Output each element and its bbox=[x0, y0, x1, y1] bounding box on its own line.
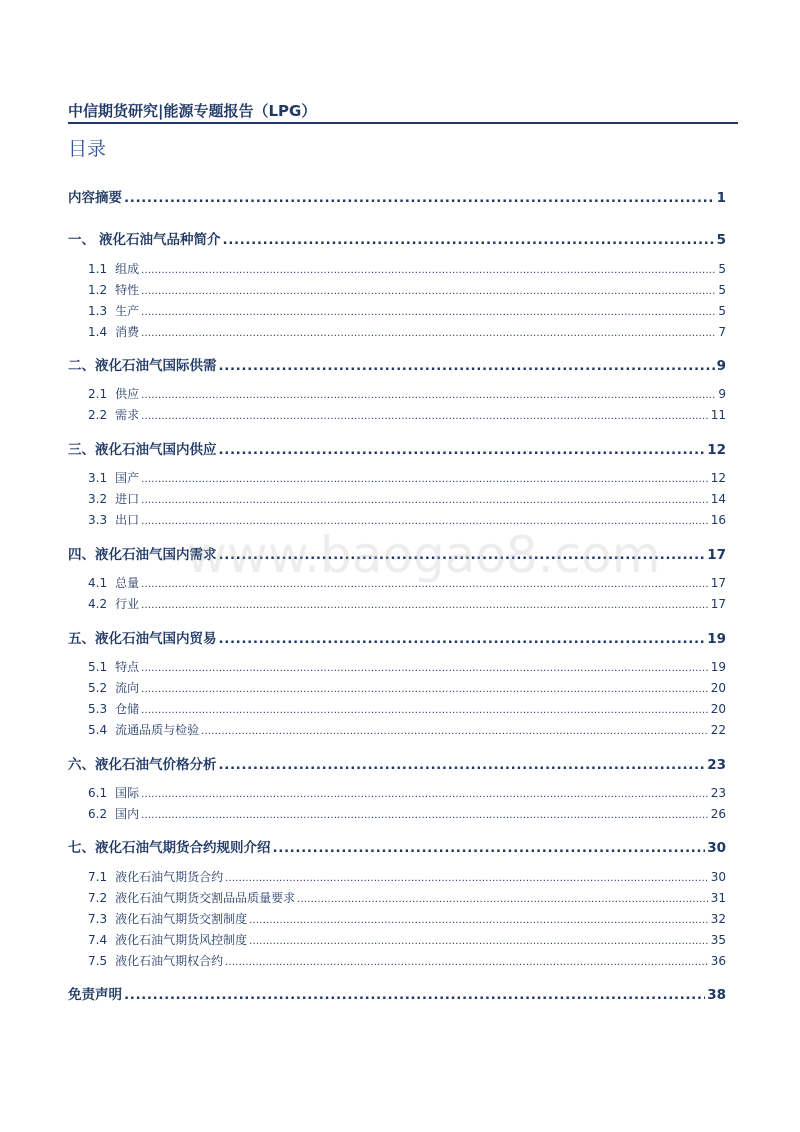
toc-entry-label: 国产 bbox=[115, 471, 140, 485]
toc-dot-leader bbox=[249, 933, 709, 947]
toc-subsection-entry[interactable] bbox=[88, 931, 726, 948]
toc-section-entry[interactable] bbox=[68, 543, 726, 563]
toc-page-number: 5 bbox=[718, 283, 726, 297]
toc-dot-leader bbox=[141, 660, 709, 674]
toc-entry-number: 4.2 bbox=[88, 597, 108, 611]
toc-dot-leader bbox=[273, 840, 706, 856]
toc-entry-label: 六、液化石油气价格分析 bbox=[68, 757, 217, 773]
toc-subsection-entry[interactable] bbox=[88, 700, 726, 717]
toc-entry-label: 四、液化石油气国内需求 bbox=[68, 547, 217, 563]
toc-page-number: 5 bbox=[718, 262, 726, 276]
toc-section-entry[interactable] bbox=[68, 228, 726, 248]
toc-entry-number: 7.2 bbox=[88, 891, 108, 905]
toc-page-number: 19 bbox=[710, 660, 726, 674]
toc-subsection-entry[interactable] bbox=[88, 721, 726, 738]
toc-dot-leader bbox=[141, 262, 716, 276]
toc-page-number: 5 bbox=[716, 232, 726, 248]
toc-entry-number: 5.4 bbox=[88, 723, 108, 737]
toc-subsection-entry[interactable] bbox=[88, 490, 726, 507]
toc-subsection-entry[interactable] bbox=[88, 469, 726, 486]
toc-entry-label: 液化石油气期权合约 bbox=[115, 954, 224, 968]
toc-entry-number: 5.2 bbox=[88, 681, 108, 695]
toc-page-number: 1 bbox=[716, 190, 726, 206]
toc-entry-label: 进口 bbox=[115, 492, 140, 506]
toc-page-number: 19 bbox=[707, 631, 726, 647]
toc-page-number: 23 bbox=[707, 757, 726, 773]
toc-subsection-entry[interactable] bbox=[88, 658, 726, 675]
report-title: 中信期货研究|能源专题报告（LPG） bbox=[68, 102, 317, 120]
toc-entry-number: 6.2 bbox=[88, 807, 108, 821]
toc-section-entry[interactable] bbox=[68, 753, 726, 773]
toc-subsection-entry[interactable] bbox=[88, 679, 726, 696]
toc-section-entry[interactable] bbox=[68, 354, 726, 374]
toc-entry-number: 7.3 bbox=[88, 912, 108, 926]
toc-page-number: 38 bbox=[707, 987, 726, 1003]
toc-section-entry[interactable] bbox=[68, 438, 726, 458]
toc-page-number: 20 bbox=[710, 702, 726, 716]
toc-page-number: 7 bbox=[718, 325, 726, 339]
toc-page-number: 26 bbox=[710, 807, 726, 821]
toc-page-number: 20 bbox=[710, 681, 726, 695]
toc-entry-number: 3.3 bbox=[88, 513, 108, 527]
toc-page-number: 35 bbox=[710, 933, 726, 947]
toc-entry-number: 1.1 bbox=[88, 262, 108, 276]
toc-page-number: 30 bbox=[707, 840, 726, 856]
toc-entry-number: 1.3 bbox=[88, 304, 108, 318]
toc-section-entry[interactable] bbox=[68, 627, 726, 647]
toc-dot-leader bbox=[141, 471, 709, 485]
toc-entry-number: 5.1 bbox=[88, 660, 108, 674]
toc-dot-leader bbox=[249, 912, 709, 926]
toc-entry-label: 七、液化石油气期货合约规则介绍 bbox=[68, 840, 271, 856]
toc-subsection-entry[interactable] bbox=[88, 595, 726, 612]
toc-subsection-entry[interactable] bbox=[88, 260, 726, 277]
toc-page-number: 23 bbox=[710, 786, 726, 800]
toc-dot-leader bbox=[225, 870, 709, 884]
toc-entry-label: 组成 bbox=[115, 262, 140, 276]
toc-subsection-entry[interactable] bbox=[88, 889, 726, 906]
report-header bbox=[68, 100, 738, 124]
toc-page-number: 31 bbox=[710, 891, 726, 905]
toc-page-number: 32 bbox=[710, 912, 726, 926]
toc-entry-label: 内容摘要 bbox=[68, 190, 122, 206]
toc-page-number: 11 bbox=[710, 408, 726, 422]
toc-entry-number: 4.1 bbox=[88, 576, 108, 590]
toc-entry-label: 出口 bbox=[115, 513, 140, 527]
toc-entry-label: 总量 bbox=[115, 576, 140, 590]
toc-dot-leader bbox=[141, 702, 709, 716]
toc-entry-label: 二、液化石油气国际供需 bbox=[68, 358, 217, 374]
toc-page-number: 36 bbox=[710, 954, 726, 968]
toc-dot-leader bbox=[201, 723, 709, 737]
toc-subsection-entry[interactable] bbox=[88, 281, 726, 298]
toc-dot-leader bbox=[141, 325, 716, 339]
toc-entry-label: 行业 bbox=[115, 597, 140, 611]
toc-subsection-entry[interactable] bbox=[88, 323, 726, 340]
toc-subsection-entry[interactable] bbox=[88, 511, 726, 528]
toc-page-number: 30 bbox=[710, 870, 726, 884]
toc-dot-leader bbox=[141, 786, 709, 800]
toc-entry-number: 5.3 bbox=[88, 702, 108, 716]
toc-dot-leader bbox=[223, 232, 715, 248]
toc-page-number: 17 bbox=[710, 597, 726, 611]
toc-dot-leader bbox=[124, 987, 705, 1003]
toc-heading: 目录 bbox=[68, 138, 107, 160]
toc-dot-leader bbox=[124, 190, 715, 206]
toc-subsection-entry[interactable] bbox=[88, 784, 726, 801]
toc-entry-label: 三、液化石油气国内供应 bbox=[68, 442, 217, 458]
toc-entry-number: 2.1 bbox=[88, 387, 108, 401]
toc-dot-leader bbox=[219, 547, 706, 563]
toc-entry-label: 国际 bbox=[115, 786, 140, 800]
toc-dot-leader bbox=[219, 358, 715, 374]
toc-entry-number: 3.1 bbox=[88, 471, 108, 485]
toc-entry-number: 一、 bbox=[68, 232, 95, 248]
toc-entry-number: 7.5 bbox=[88, 954, 108, 968]
toc-entry-number: 7.1 bbox=[88, 870, 108, 884]
toc-page-number: 5 bbox=[718, 304, 726, 318]
toc-page-number: 17 bbox=[707, 547, 726, 563]
toc-dot-leader bbox=[141, 408, 709, 422]
toc-section-entry[interactable] bbox=[68, 186, 726, 206]
toc-dot-leader bbox=[219, 757, 706, 773]
toc-entry-label: 仓储 bbox=[115, 702, 140, 716]
toc-dot-leader bbox=[141, 597, 709, 611]
toc-entry-label: 生产 bbox=[115, 304, 140, 318]
toc-dot-leader bbox=[141, 304, 716, 318]
toc-dot-leader bbox=[219, 631, 706, 647]
toc-dot-leader bbox=[141, 576, 709, 590]
toc-dot-leader bbox=[141, 681, 709, 695]
toc-page-number: 14 bbox=[710, 492, 726, 506]
toc-entry-label: 需求 bbox=[115, 408, 140, 422]
toc-dot-leader bbox=[225, 954, 709, 968]
toc-entry-label: 免责声明 bbox=[68, 987, 122, 1003]
toc-entry-label: 液化石油气期货风控制度 bbox=[115, 933, 248, 947]
toc-entry-label: 液化石油气品种简介 bbox=[99, 232, 221, 248]
toc-entry-number: 1.2 bbox=[88, 283, 108, 297]
toc-entry-label: 五、液化石油气国内贸易 bbox=[68, 631, 217, 647]
toc-subsection-entry[interactable] bbox=[88, 406, 726, 423]
toc-page-number: 9 bbox=[716, 358, 726, 374]
toc-entry-number: 2.2 bbox=[88, 408, 108, 422]
toc-subsection-entry[interactable] bbox=[88, 805, 726, 822]
toc-entry-label: 液化石油气期货交割制度 bbox=[115, 912, 248, 926]
toc-entry-label: 特点 bbox=[115, 660, 140, 674]
toc-subsection-entry[interactable] bbox=[88, 910, 726, 927]
toc-page-number: 22 bbox=[710, 723, 726, 737]
watermark: www.baogao8.com bbox=[186, 526, 661, 584]
toc-entry-label: 特性 bbox=[115, 283, 140, 297]
toc-page-number: 17 bbox=[710, 576, 726, 590]
toc-section-entry[interactable] bbox=[68, 983, 726, 1003]
toc-entry-label: 消费 bbox=[115, 325, 140, 339]
toc-entry-number: 6.1 bbox=[88, 786, 108, 800]
toc-dot-leader bbox=[141, 807, 709, 821]
toc-page-number: 12 bbox=[707, 442, 726, 458]
toc-entry-number: 3.2 bbox=[88, 492, 108, 506]
toc-dot-leader bbox=[141, 387, 716, 401]
toc-dot-leader bbox=[297, 891, 709, 905]
toc-page-number: 16 bbox=[710, 513, 726, 527]
toc-subsection-entry[interactable] bbox=[88, 302, 726, 319]
toc-subsection-entry[interactable] bbox=[88, 385, 726, 402]
toc-entry-label: 液化石油气期货合约 bbox=[115, 870, 224, 884]
toc-page-number: 12 bbox=[710, 471, 726, 485]
toc-subsection-entry[interactable] bbox=[88, 868, 726, 885]
toc-entry-label: 供应 bbox=[115, 387, 140, 401]
toc-dot-leader bbox=[141, 513, 709, 527]
toc-entry-label: 国内 bbox=[115, 807, 140, 821]
toc-dot-leader bbox=[141, 492, 709, 506]
toc-entry-label: 流向 bbox=[115, 681, 140, 695]
toc-subsection-entry[interactable] bbox=[88, 574, 726, 591]
toc-page-number: 9 bbox=[718, 387, 726, 401]
header-divider bbox=[68, 122, 738, 124]
toc-dot-leader bbox=[219, 442, 706, 458]
toc-entry-number: 7.4 bbox=[88, 933, 108, 947]
toc-dot-leader bbox=[141, 283, 716, 297]
toc-section-entry[interactable] bbox=[68, 836, 726, 856]
toc-entry-label: 液化石油气期货交割品品质量要求 bbox=[115, 891, 296, 905]
toc-entry-label: 流通品质与检验 bbox=[115, 723, 200, 737]
toc-subsection-entry[interactable] bbox=[88, 952, 726, 969]
toc-entry-number: 1.4 bbox=[88, 325, 108, 339]
